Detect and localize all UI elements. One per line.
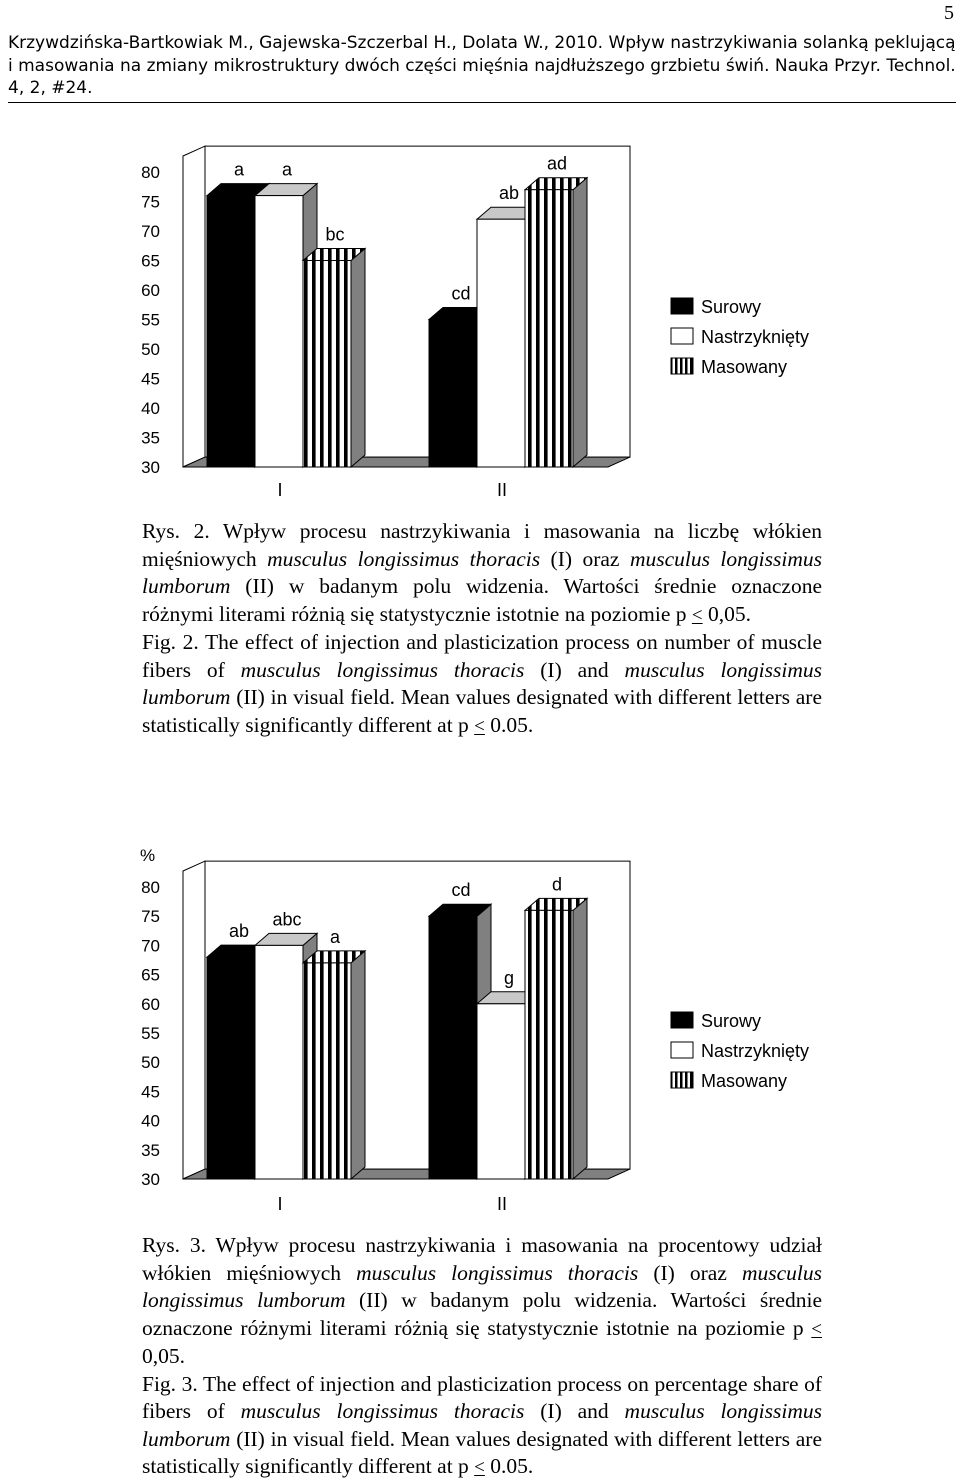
x-category-label: I [277,480,283,500]
caption-text: Wpływ procesu nastrzykiwania i masowania na procentowy udział włókien mięśniowych [142,1233,822,1285]
caption-text: (I) and [524,1399,625,1423]
caption-text: 0.05. [484,1454,534,1478]
y-tick-label: 75 [141,192,160,212]
significance-letter: ab [498,183,520,204]
caption-lead: Fig. 2. [142,630,199,654]
significance-letter: cd [451,880,471,901]
caption-text: (II) in visual field. Mean values designated with different letters are statistically significantly different at p [142,1426,822,1478]
y-tick-label: 50 [141,340,160,359]
caption-species: musculus longissimus lumborum [142,657,822,709]
bar-nastrzykniety [477,1004,525,1179]
legend-swatch-surowy [671,298,693,314]
significance-letter: d [551,874,563,895]
y-tick-label: 35 [141,428,160,448]
caption-text: (II) w badanym polu widzenia. Wartości średnie oznaczone różnymi literami różnią się statystycznie istotnie na poziomie p [142,1288,822,1340]
y-tick-label: 40 [141,399,160,418]
less-equal-symbol: < [811,1318,822,1340]
caption-text: 0,05. [702,601,751,626]
y-tick-label: 70 [141,936,160,956]
bar-masowany-side [573,898,587,1179]
y-tick-label: 80 [141,878,160,897]
caption-species: musculus longissimus lumborum [142,1260,822,1312]
bar-masowany [303,963,351,1179]
figure-2-caption [142,518,822,740]
caption-pl [142,1232,822,1371]
legend-label: Masowany [701,1071,788,1091]
caption-species: musculus longissimus thoracis [240,1399,525,1423]
bar-nastrzykniety [255,196,303,467]
y-tick-label: 30 [141,1170,160,1189]
caption-lead: Fig. 3. [142,1371,198,1396]
caption-en [142,629,822,740]
legend-swatch-nastrzykniety [671,1042,693,1058]
bar-masowany [525,910,573,1179]
y-tick-label: 70 [141,222,160,241]
bar-masowany [303,261,351,468]
figure-3-chart [0,830,960,1230]
caption-text: (I) and [524,657,625,682]
legend-label: Nastrzyknięty [701,1041,810,1061]
bar-surowy [207,957,255,1179]
caption-species: musculus longissimus lumborum [142,546,822,598]
caption-en [142,1371,822,1482]
bar-masowany-side [573,178,587,467]
less-equal-symbol: < [474,1457,485,1478]
caption-text: (II) in visual field. Mean values designated with different letters are statistically significantly different at p [142,685,822,737]
caption-text: (II) w badanym polu widzenia. Wartości średnie oznaczone różnymi literami różnią się statystycznie istotnie na poziomie p [142,574,822,626]
legend-swatch-masowany [671,358,693,374]
y-tick-label: 30 [141,458,160,477]
bar-masowany [525,190,573,467]
page-number: 5 [944,2,954,24]
legend-swatch-masowany [671,1072,693,1088]
significance-letter: cd [451,283,471,304]
y-tick-label: 45 [141,1082,160,1102]
legend-label: Surowy [701,297,762,317]
y-tick-label: 65 [141,965,160,985]
caption-text: Wpływ procesu nastrzykiwania i masowania na liczbę włókien mięśniowych [142,519,822,571]
y-tick-label: 50 [141,1053,160,1073]
running-header: Krzywdzińska-Bartkowiak M., Gajewska-Szczerbal H., Dolata W., 2010. Wpływ nastrzykiwania solanką peklującą i masowania na zmiany mikrostruktury dwóch części mięśnia najdłuższego grzbietu świń. Nauka Przyr. Technol. 4, 2, #24. [8,33,956,98]
y-tick-label: 60 [141,994,160,1014]
caption-species: musculus longissimus thoracis [267,546,541,571]
y-tick-label: 55 [141,310,160,330]
caption-text: 0.05. [484,712,534,737]
plot-side-wall [183,861,205,1179]
legend-swatch-nastrzykniety [671,328,693,344]
legend-label: Nastrzyknięty [701,327,810,347]
y-tick-label: 55 [141,1024,160,1043]
figure-2-chart [0,0,960,520]
significance-letter: abc [272,909,302,930]
bar-nastrzykniety [477,219,525,467]
caption-text: The effect of injection and plasticization process on percentage share of fibers of [142,1371,822,1423]
y-tick-label: 80 [141,163,160,182]
y-tick-label: 40 [141,1111,160,1131]
bar-surowy [207,196,255,467]
significance-letter: ad [546,153,568,174]
caption-species: musculus longissimus lumborum [142,1399,822,1451]
caption-text: (I) oraz [540,546,630,571]
less-equal-symbol: < [474,715,485,737]
less-equal-symbol: < [691,604,703,626]
plot-side-wall [183,146,205,467]
legend-label: Masowany [701,357,788,377]
significance-letter: a [281,159,293,180]
y-tick-label: 75 [141,907,160,927]
bar-masowany-side [351,249,365,468]
x-category-label: II [496,1194,508,1214]
significance-letter: a [233,159,245,180]
legend-label: Surowy [701,1011,762,1031]
caption-lead: Rys. 2. [142,519,210,543]
caption-text: The effect of injection and plasticization process on number of muscle fibers of [142,630,822,682]
y-tick-label: 60 [141,281,160,300]
caption-text: (I) oraz [638,1260,742,1285]
y-tick-label: 45 [141,369,160,389]
significance-letter: ab [228,921,250,942]
caption-pl [142,518,822,629]
figure-3-caption [142,1232,822,1482]
y-tick-label: 65 [141,251,160,271]
significance-letter: bc [325,224,345,245]
caption-lead: Rys. 3. [142,1233,206,1257]
caption-species: musculus longissimus thoracis [240,657,525,682]
y-axis-label: % [140,846,156,865]
bar-nastrzykniety [255,945,303,1179]
x-category-label: II [496,480,508,500]
x-category-label: I [277,1194,283,1214]
significance-letter: g [503,967,515,988]
caption-species: musculus longissimus thoracis [356,1260,639,1285]
caption-text: 0,05. [142,1344,185,1368]
significance-letter: a [329,926,341,947]
y-tick-label: 35 [141,1140,160,1160]
bar-masowany-side [351,951,365,1179]
bar-surowy [429,916,477,1179]
bar-surowy [429,320,477,468]
legend-swatch-surowy [671,1012,693,1028]
